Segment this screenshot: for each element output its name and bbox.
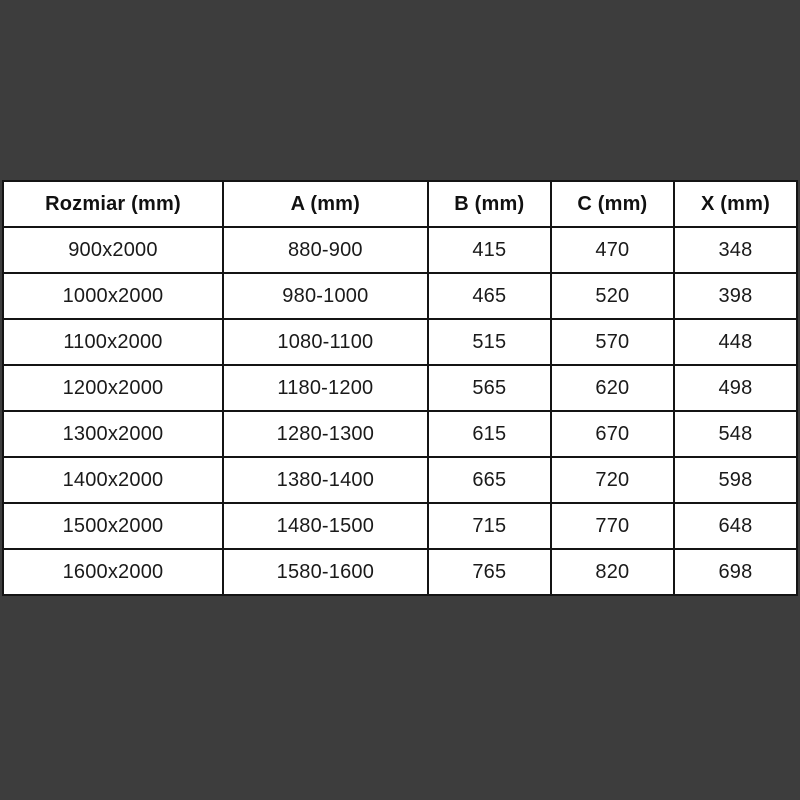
table-cell: 1180-1200 [223,365,428,411]
table-cell: 1500x2000 [3,503,223,549]
table-cell: 770 [551,503,674,549]
table-cell: 980-1000 [223,273,428,319]
table-cell: 670 [551,411,674,457]
table-cell: 720 [551,457,674,503]
table-cell: 715 [428,503,551,549]
table-cell: 698 [674,549,797,595]
table-cell: 615 [428,411,551,457]
dimensions-table-container [2,180,798,596]
table-cell: 1580-1600 [223,549,428,595]
table-row [3,457,797,503]
dimensions-table-body [3,227,797,595]
table-row [3,503,797,549]
table-cell: 820 [551,549,674,595]
header-row [3,181,797,227]
table-cell: 548 [674,411,797,457]
header-cell-c: C (mm) [551,181,674,227]
table-cell: 498 [674,365,797,411]
header-cell-b: B (mm) [428,181,551,227]
table-cell: 1600x2000 [3,549,223,595]
table-header [3,181,797,227]
header-cell-x: X (mm) [674,181,797,227]
table-row [3,273,797,319]
header-cell-a: A (mm) [223,181,428,227]
table-cell: 1080-1100 [223,319,428,365]
table-cell: 1100x2000 [3,319,223,365]
table-cell: 565 [428,365,551,411]
table-cell: 648 [674,503,797,549]
table-cell: 470 [551,227,674,273]
dimensions-table [2,180,798,596]
table-cell: 465 [428,273,551,319]
table-cell: 1280-1300 [223,411,428,457]
table-cell: 520 [551,273,674,319]
table-cell: 665 [428,457,551,503]
table-cell: 598 [674,457,797,503]
table-cell: 398 [674,273,797,319]
table-row [3,227,797,273]
table-row [3,411,797,457]
table-cell: 448 [674,319,797,365]
table-row [3,365,797,411]
table-cell: 348 [674,227,797,273]
table-cell: 900x2000 [3,227,223,273]
table-cell: 570 [551,319,674,365]
table-cell: 415 [428,227,551,273]
header-cell-rozmiar: Rozmiar (mm) [3,181,223,227]
table-row [3,549,797,595]
table-cell: 765 [428,549,551,595]
table-row [3,319,797,365]
table-cell: 1200x2000 [3,365,223,411]
table-cell: 515 [428,319,551,365]
table-cell: 1480-1500 [223,503,428,549]
table-cell: 1380-1400 [223,457,428,503]
table-cell: 620 [551,365,674,411]
table-cell: 1000x2000 [3,273,223,319]
table-cell: 880-900 [223,227,428,273]
table-cell: 1400x2000 [3,457,223,503]
table-cell: 1300x2000 [3,411,223,457]
